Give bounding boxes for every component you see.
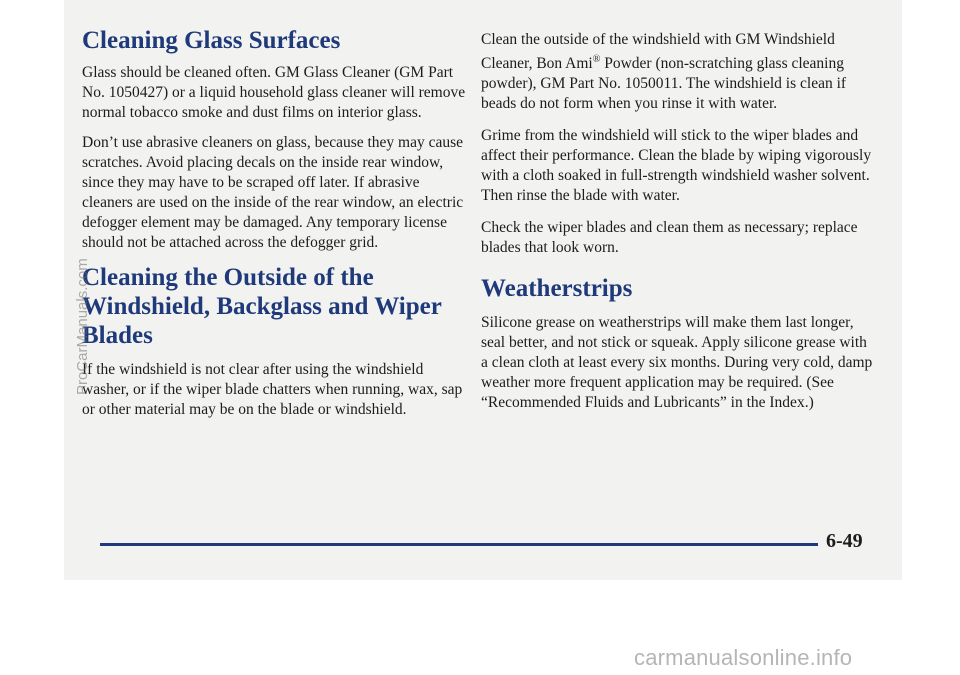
paragraph-windshield-not-clear: If the windshield is not clear after using the windshield washer, or if the wiper blade chatters when running, wax, sap or other material may be on the blade or windshield. <box>82 361 463 418</box>
paragraph-silicone-grease: Silicone grease on weatherstrips will make them last longer, seal better, and not stick or squeak. Apply silicone grease with a clean cloth at least every six months. During very cold, damp weather more frequent application may be required. (See “Recommended Fluids and Lubricants” in the Index.) <box>481 314 873 412</box>
right-column <box>481 30 873 425</box>
heading-cleaning-windshield-wipers: Cleaning the Outside of the Windshield, Backglass and Wiper Blades <box>82 264 442 349</box>
paragraph-glass-cleaner: Glass should be cleaned often. GM Glass Cleaner (GM Part No. 1050427) or a liquid household glass cleaner will remove normal tobacco smoke and dust films on interior glass. <box>82 64 466 121</box>
side-watermark: ProCarManuals.com <box>74 258 91 395</box>
footer-divider <box>100 543 818 546</box>
text-run: Powder (non-scratching glass cleaning powder), GM Part No. 1050011. The windshield is clean if beads do not form when you rinse it with water. <box>481 55 847 113</box>
page-number: 6-49 <box>826 530 863 552</box>
paragraph-grime-wiper-blades: Grime from the windshield will stick to the wiper blades and affect their performance. Clean the blade by wiping vigorously with a cloth soaked in full-strength windshield washer solvent. Then rinse the blade with water. <box>481 127 872 205</box>
paragraph-clean-outside-windshield <box>481 30 873 114</box>
paragraph-check-wiper-blades: Check the wiper blades and clean them as necessary; replace blades that look worn. <box>481 219 858 257</box>
registered-mark: ® <box>592 54 601 65</box>
heading-cleaning-glass-surfaces: Cleaning Glass Surfaces <box>82 27 341 54</box>
text-run: Clean the outside of the windshield with GM Windshield Cleaner, Bon Ami <box>481 31 835 73</box>
bottom-watermark: carmanualsonline.info <box>634 645 853 670</box>
left-column <box>82 26 467 430</box>
paragraph-abrasive-cleaners: Don’t use abrasive cleaners on glass, because they may cause scratches. Avoid placing decals on the inside rear window, since they may have to be scraped off later. If abrasive cleaners are used on the inside of the rear window, an electric defogger element may be damaged. Any temporary license should not be attached across the defogger grid. <box>82 134 464 251</box>
heading-weatherstrips: Weatherstrips <box>481 275 633 303</box>
